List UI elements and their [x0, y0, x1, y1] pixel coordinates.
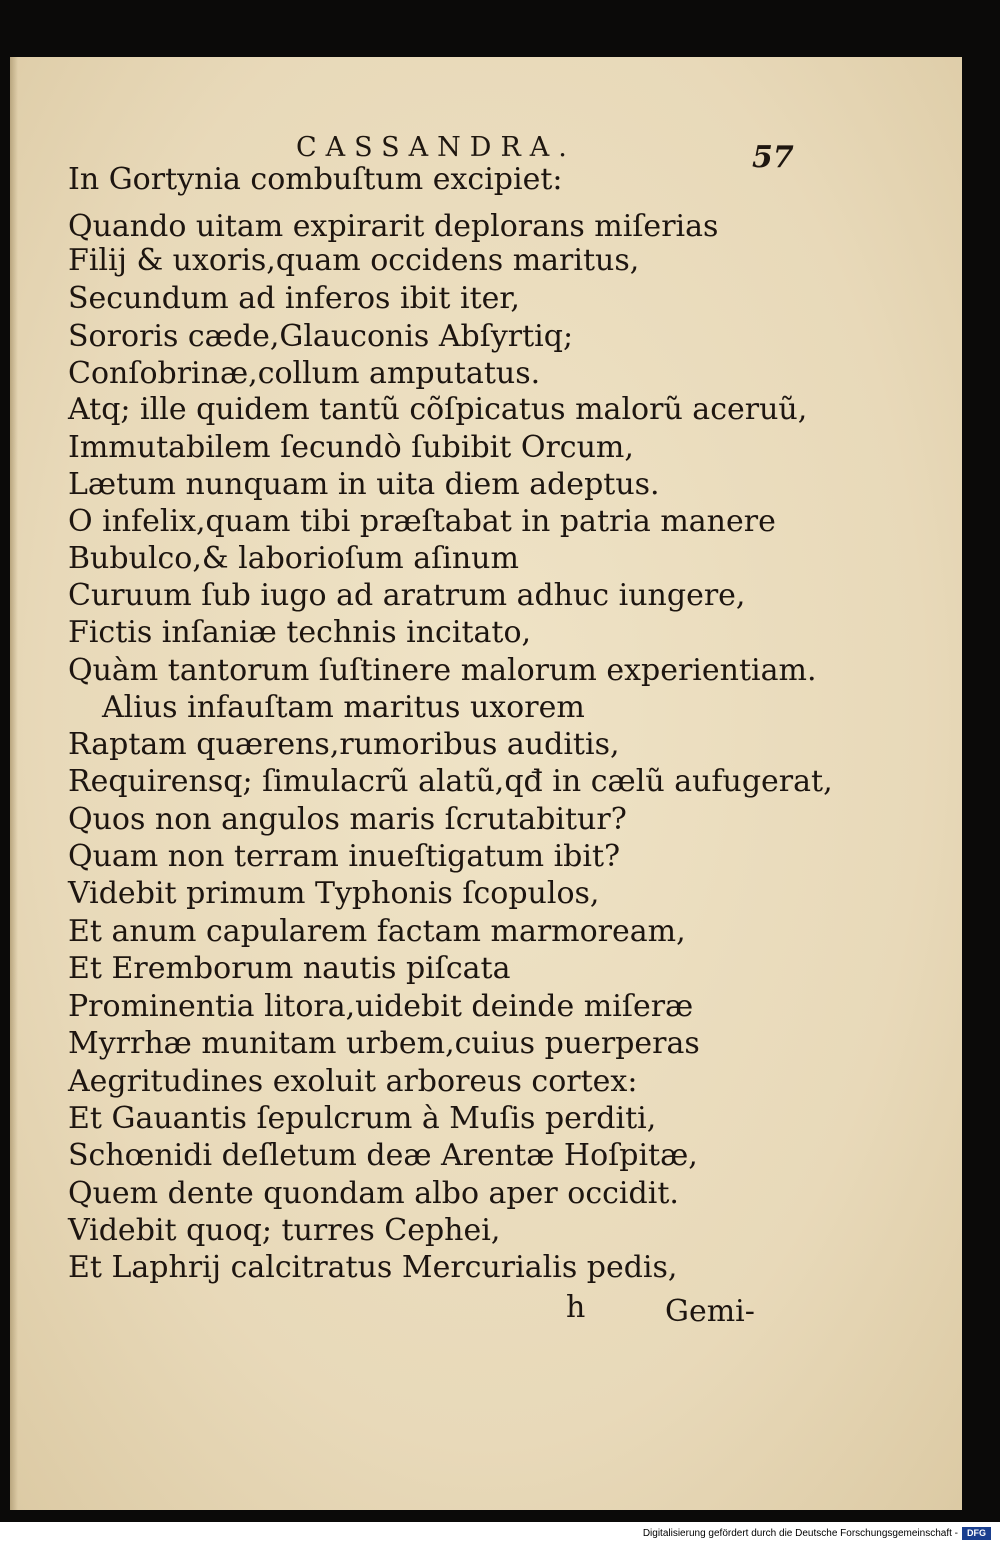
verse-line: Alius infauſtam maritus uxorem: [102, 690, 585, 725]
verse-line: Et Gauantis ſepulcrum à Muſis perditi,: [68, 1101, 657, 1136]
verse-line: Quem dente quondam albo aper occidit.: [68, 1176, 679, 1211]
verse-line: Sororis cæde,Glauconis Abſyrtiq;: [68, 319, 574, 354]
verse-line: Filij & uxoris,quam occidens maritus,: [68, 243, 640, 278]
verse-line: Et Eremborum nautis piſcata: [68, 951, 511, 986]
verse-line: Prominentia litora,uidebit deinde miſeræ: [68, 989, 694, 1024]
verse-line: Requirensq; ſimulacrũ alatũ,qđ in cælũ aufugerat,: [68, 764, 833, 799]
verse-line: Schœnidi deſletum deæ Arentæ Hoſpitæ,: [68, 1138, 698, 1173]
verse-line: Videbit quoq; turres Cephei,: [68, 1213, 501, 1248]
verse-line: Myrrhæ munitam urbem,cuius puerperas: [68, 1026, 700, 1061]
verse-line: Aegritudines exoluit arboreus cortex:: [68, 1064, 638, 1099]
running-head: CASSANDRA.: [296, 132, 576, 163]
verse-line: Quam non terram inueſtigatum ibit?: [68, 839, 621, 874]
verse-line: Atq; ille quidem tantũ cõſpicatus malorũ aceruũ,: [68, 392, 808, 427]
digitization-credit: Digitalisierung gefördert durch die Deutsche Forschungsgemeinschaft -: [642, 1528, 958, 1539]
verse-line: Quos non angulos maris ſcrutabitur?: [68, 802, 627, 837]
catchword: Gemi-: [665, 1294, 755, 1329]
verse-line: In Gortynia combuſtum excipiet:: [68, 162, 563, 197]
page-number: 57: [752, 140, 794, 175]
verse-line: Immutabilem ſecundò ſubibit Orcum,: [68, 430, 634, 465]
verse-line: Curuum ſub iugo ad aratrum adhuc iungere,: [68, 578, 746, 613]
verse-line: Conſobrinæ,collum amputatus.: [68, 356, 541, 391]
verse-line: Quando uitam expirarit deplorans miſerias: [68, 209, 719, 244]
dfg-logo: DFG: [962, 1527, 991, 1540]
verse-line: Fictis inſaniæ technis incitato,: [68, 615, 532, 650]
verse-line: Quàm tantorum ſuſtinere malorum experientiam.: [68, 653, 817, 688]
verse-line: Et anum capularem factam marmoream,: [68, 914, 686, 949]
verse-line: Secundum ad inferos ibit iter,: [68, 281, 520, 316]
verse-line: Bubulco,& laborioſum aſinum: [68, 541, 519, 576]
verse-line: O infelix,quam tibi præſtabat in patria manere: [68, 504, 776, 539]
verse-line: Lætum nunquam in uita diem adeptus.: [68, 467, 660, 502]
verse-line: Et Laphrij calcitratus Mercurialis pedis,: [68, 1250, 678, 1285]
verse-line: Videbit primum Typhonis ſcopulos,: [68, 876, 600, 911]
verse-line: Raptam quærens,rumoribus auditis,: [68, 727, 620, 762]
signature-mark: h: [566, 1290, 586, 1325]
page-gutter-shadow: [10, 57, 18, 1510]
